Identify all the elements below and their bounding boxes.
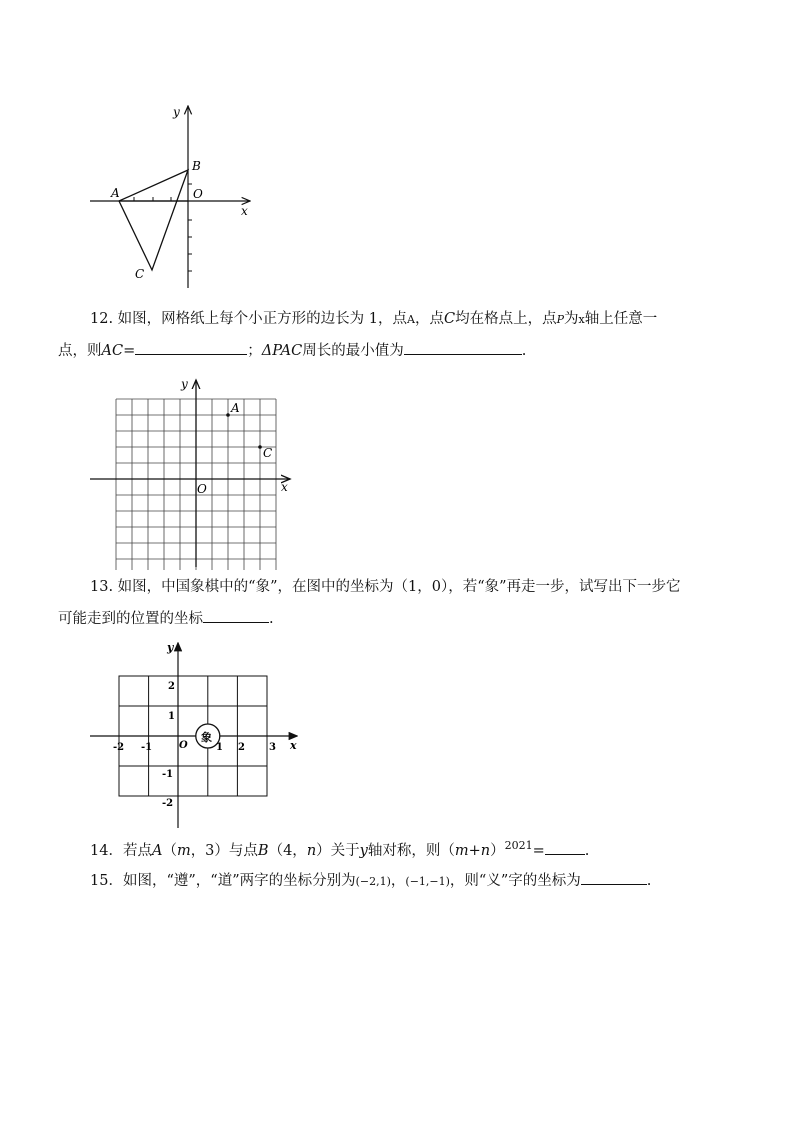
label-o: O <box>197 482 207 496</box>
question-number: 12. <box>90 311 114 327</box>
tick-y-2: 2 <box>168 681 175 692</box>
label-a: A <box>111 186 120 200</box>
label-o: O <box>193 187 203 201</box>
tick-y-1: 1 <box>168 711 175 722</box>
question-14: 14．若点A（m，3）与点B（4，n）关于y轴对称，则$(m+n)^{2021}=$ . <box>90 839 590 859</box>
label-y: y <box>173 105 180 119</box>
point-a <box>226 413 230 417</box>
question-number: 13. <box>90 579 114 595</box>
answer-blank[interactable] <box>545 840 585 855</box>
answer-blank[interactable] <box>135 340 247 355</box>
tick-y-neg1: -1 <box>162 769 174 780</box>
question-12-line2: 点，则AC= ；ΔPAC周长的最小值为 . <box>58 340 526 361</box>
question-15: 15．如图，“遵”，“道”两字的坐标分别为(−2,1)，(−1,−1)，则“义”字的坐标为 . <box>90 870 651 892</box>
tick-x-neg2: -2 <box>113 742 125 753</box>
label-y: y <box>167 641 174 654</box>
tick-x-2: 2 <box>238 742 245 753</box>
question-13-line1: 13. 如图，中国象棋中的“象”，在图中的坐标为（1，0），若“象”再走一步，试写出下一步它 <box>90 579 681 595</box>
label-x: x <box>241 204 248 218</box>
tick-x-3: 3 <box>269 742 276 753</box>
triangle-abc <box>119 170 188 270</box>
label-a: A <box>231 401 240 415</box>
tick-x-1: 1 <box>216 742 223 753</box>
label-y: y <box>181 377 188 391</box>
figure-q11 <box>85 100 265 295</box>
label-b: B <box>192 159 201 173</box>
label-x: x <box>290 739 297 752</box>
figure-q13-chess <box>85 638 305 833</box>
point-c <box>258 445 262 449</box>
label-c: C <box>135 267 145 281</box>
answer-blank[interactable] <box>404 340 522 355</box>
question-number: 15． <box>90 873 123 889</box>
question-12-line1: 12. 如图，网格纸上每个小正方形的边长为 1，点A，点C均在格点上，点P为x轴上任意一 <box>90 311 658 327</box>
label-o: O <box>179 740 188 751</box>
tick-y-neg2: -2 <box>162 798 174 809</box>
answer-blank[interactable] <box>203 608 269 623</box>
label-c: C <box>263 446 273 460</box>
question-13-line2: 可能走到的位置的坐标 . <box>58 608 274 629</box>
answer-blank[interactable] <box>581 870 647 885</box>
chess-piece-label: 象 <box>201 731 212 744</box>
question-number: 14． <box>90 842 123 859</box>
figure-q12-grid <box>85 375 300 570</box>
label-x: x <box>281 480 288 494</box>
tick-x-neg1: -1 <box>141 742 153 753</box>
